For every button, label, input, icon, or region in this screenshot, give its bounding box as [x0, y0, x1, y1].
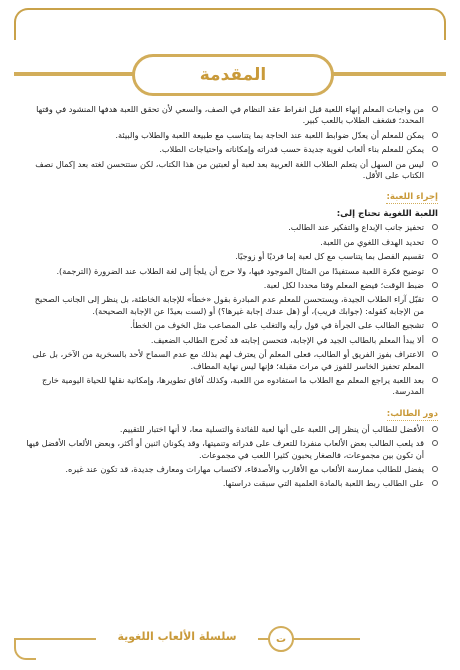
circle-bullet-icon: [432, 282, 438, 288]
circle-bullet-icon: [432, 440, 438, 446]
list-item: من واجبات المعلم إنهاء اللعبة قبل انفراط عقد النظام في الصف، والسعي لأن تحقق اللعبة هدفها المنشود في وقتها المحدد؛ فشغف الطلاب باللعب كبير.: [22, 104, 438, 127]
circle-bullet-icon: [432, 268, 438, 274]
circle-bullet-icon: [432, 296, 438, 302]
page-title: المقدمة: [199, 65, 267, 85]
circle-bullet-icon: [432, 337, 438, 343]
list-item: الأفضل للطالب أن ينظر إلى اللعبة على أنها لعبة للفائدة والتسلية معا، لا أنها اختبار للتقييم.: [22, 424, 438, 435]
list-item: يمكن للمعلم أن يعدّل ضوابط اللعبة عند الحاجة بما يتناسب مع طبيعة اللعبة والطلاب والبيئة.: [22, 130, 438, 141]
page-number: ت: [268, 626, 294, 652]
circle-bullet-icon: [432, 351, 438, 357]
title-banner: [132, 54, 334, 96]
list-item: ألا يبدأ المعلم بالطالب الجيد في الإجابة، فتحسن إجابته قد تُحرج الطالب الضعيف.: [22, 335, 438, 346]
circle-bullet-icon: [432, 466, 438, 472]
section-heading-procedure: إجراء اللعبة:: [386, 192, 438, 203]
circle-bullet-icon: [432, 253, 438, 259]
list-item: توضيح فكرة اللعبة مستفيدًا من المثال الموجود فيها، ولا حرج أن يلجأ إلى لغة الطلاب عند الضرورة (الترجمة).: [22, 266, 438, 277]
section-heading-student-role: دور الطالب:: [386, 408, 438, 419]
circle-bullet-icon: [432, 239, 438, 245]
list-item: على الطالب ربط اللعبة بالمادة العلمية التي سبقت دراستها.: [22, 478, 438, 489]
list-item: يفضل للطالب ممارسة الألعاب مع الأقارب والأصدقاء، لاكتساب مهارات ومعارف جديدة، قد تكون عند غيره.: [22, 464, 438, 475]
circle-bullet-icon: [432, 132, 438, 138]
intro-list: [22, 104, 438, 181]
list-item: تحفيز جانب الإبداع والتفكير عند الطالب.: [22, 222, 438, 233]
circle-bullet-icon: [432, 106, 438, 112]
student-role-list: [22, 424, 438, 490]
list-item: ليس من السهل أن يتعلم الطلاب اللغة العربية بعد لعبة أو لعبتين من هذا الكتاب، لكن ستتحسن لغته بعد إكمال نصف الكتاب على الأقل.: [22, 159, 438, 182]
list-item: تقبّل آراء الطلاب الجيدة، ويستحسن للمعلم عدم المبادرة بقول «خطأ» للإجابة الخاطئة، بل ينظر إلى الجانب الصحيح من الإجابة كقوله: (جوابك قريب)، أو (هل عندك إجابة غيرها؟) أو (لست بعيدًا عن الإجابة الصحيحة).: [22, 294, 438, 317]
circle-bullet-icon: [432, 426, 438, 432]
frame-corner-top-left: [14, 8, 46, 40]
list-item: تشجيع الطالب على الجرأة في قول رأيه والتغلب على المصاعب مثل الخوف من الخطأ.: [22, 320, 438, 331]
list-item: يمكن للمعلم بناء ألعاب لغوية جديدة حسب قدراته وإمكاناته واحتياجات الطلاب.: [22, 144, 438, 155]
circle-bullet-icon: [432, 161, 438, 167]
procedure-subheading: اللعبة اللغوية تحتاج إلى:: [336, 209, 438, 220]
circle-bullet-icon: [432, 377, 438, 383]
circle-bullet-icon: [432, 480, 438, 486]
content: [22, 104, 438, 493]
list-item: ضبط الوقت؛ فيضع المعلم وقتا محددا لكل لعبة.: [22, 280, 438, 291]
series-title: سلسلة الألعاب اللغوية: [96, 630, 258, 650]
frame-corner-bottom-left: [14, 638, 36, 660]
list-item: بعد اللعبة يراجع المعلم مع الطلاب ما استفادوه من اللعبة، وكذلك آفاق تطويرها، وإمكانية نقلها للحياة اليومية خارج المدرسة.: [22, 375, 438, 398]
frame-top-border: [44, 8, 416, 10]
procedure-list: [22, 222, 438, 397]
list-item: الاعتراف بفوز الفريق أو الطالب، فعلى المعلم أن يعترف لهم بذلك مع عدم السماح لأحد بالسخرية من الآخر، بل على المعلم تحفيز الخاسر للفوز في مرات مقبلة؛ فإنها ليس نهاية المطاف.: [22, 349, 438, 372]
circle-bullet-icon: [432, 224, 438, 230]
list-item: قد يلعب الطالب بعض الألعاب منفردا للتعرف على قدراته وتنميتها، وقد يكونان اثنين أو أكثر، وبعض الألعاب الأفضل فيها أن تكون بين مجموعات، فالصغار يحبون كثيرا اللعب في مجموعات.: [22, 438, 438, 461]
frame-corner-top-right: [414, 8, 446, 40]
list-item: تقسيم الفصل بما يتناسب مع كل لعبة إما فرديًا أو زوجيًا.: [22, 251, 438, 262]
circle-bullet-icon: [432, 322, 438, 328]
list-item: تحديد الهدف اللغوي من اللعبة.: [22, 237, 438, 248]
circle-bullet-icon: [432, 146, 438, 152]
